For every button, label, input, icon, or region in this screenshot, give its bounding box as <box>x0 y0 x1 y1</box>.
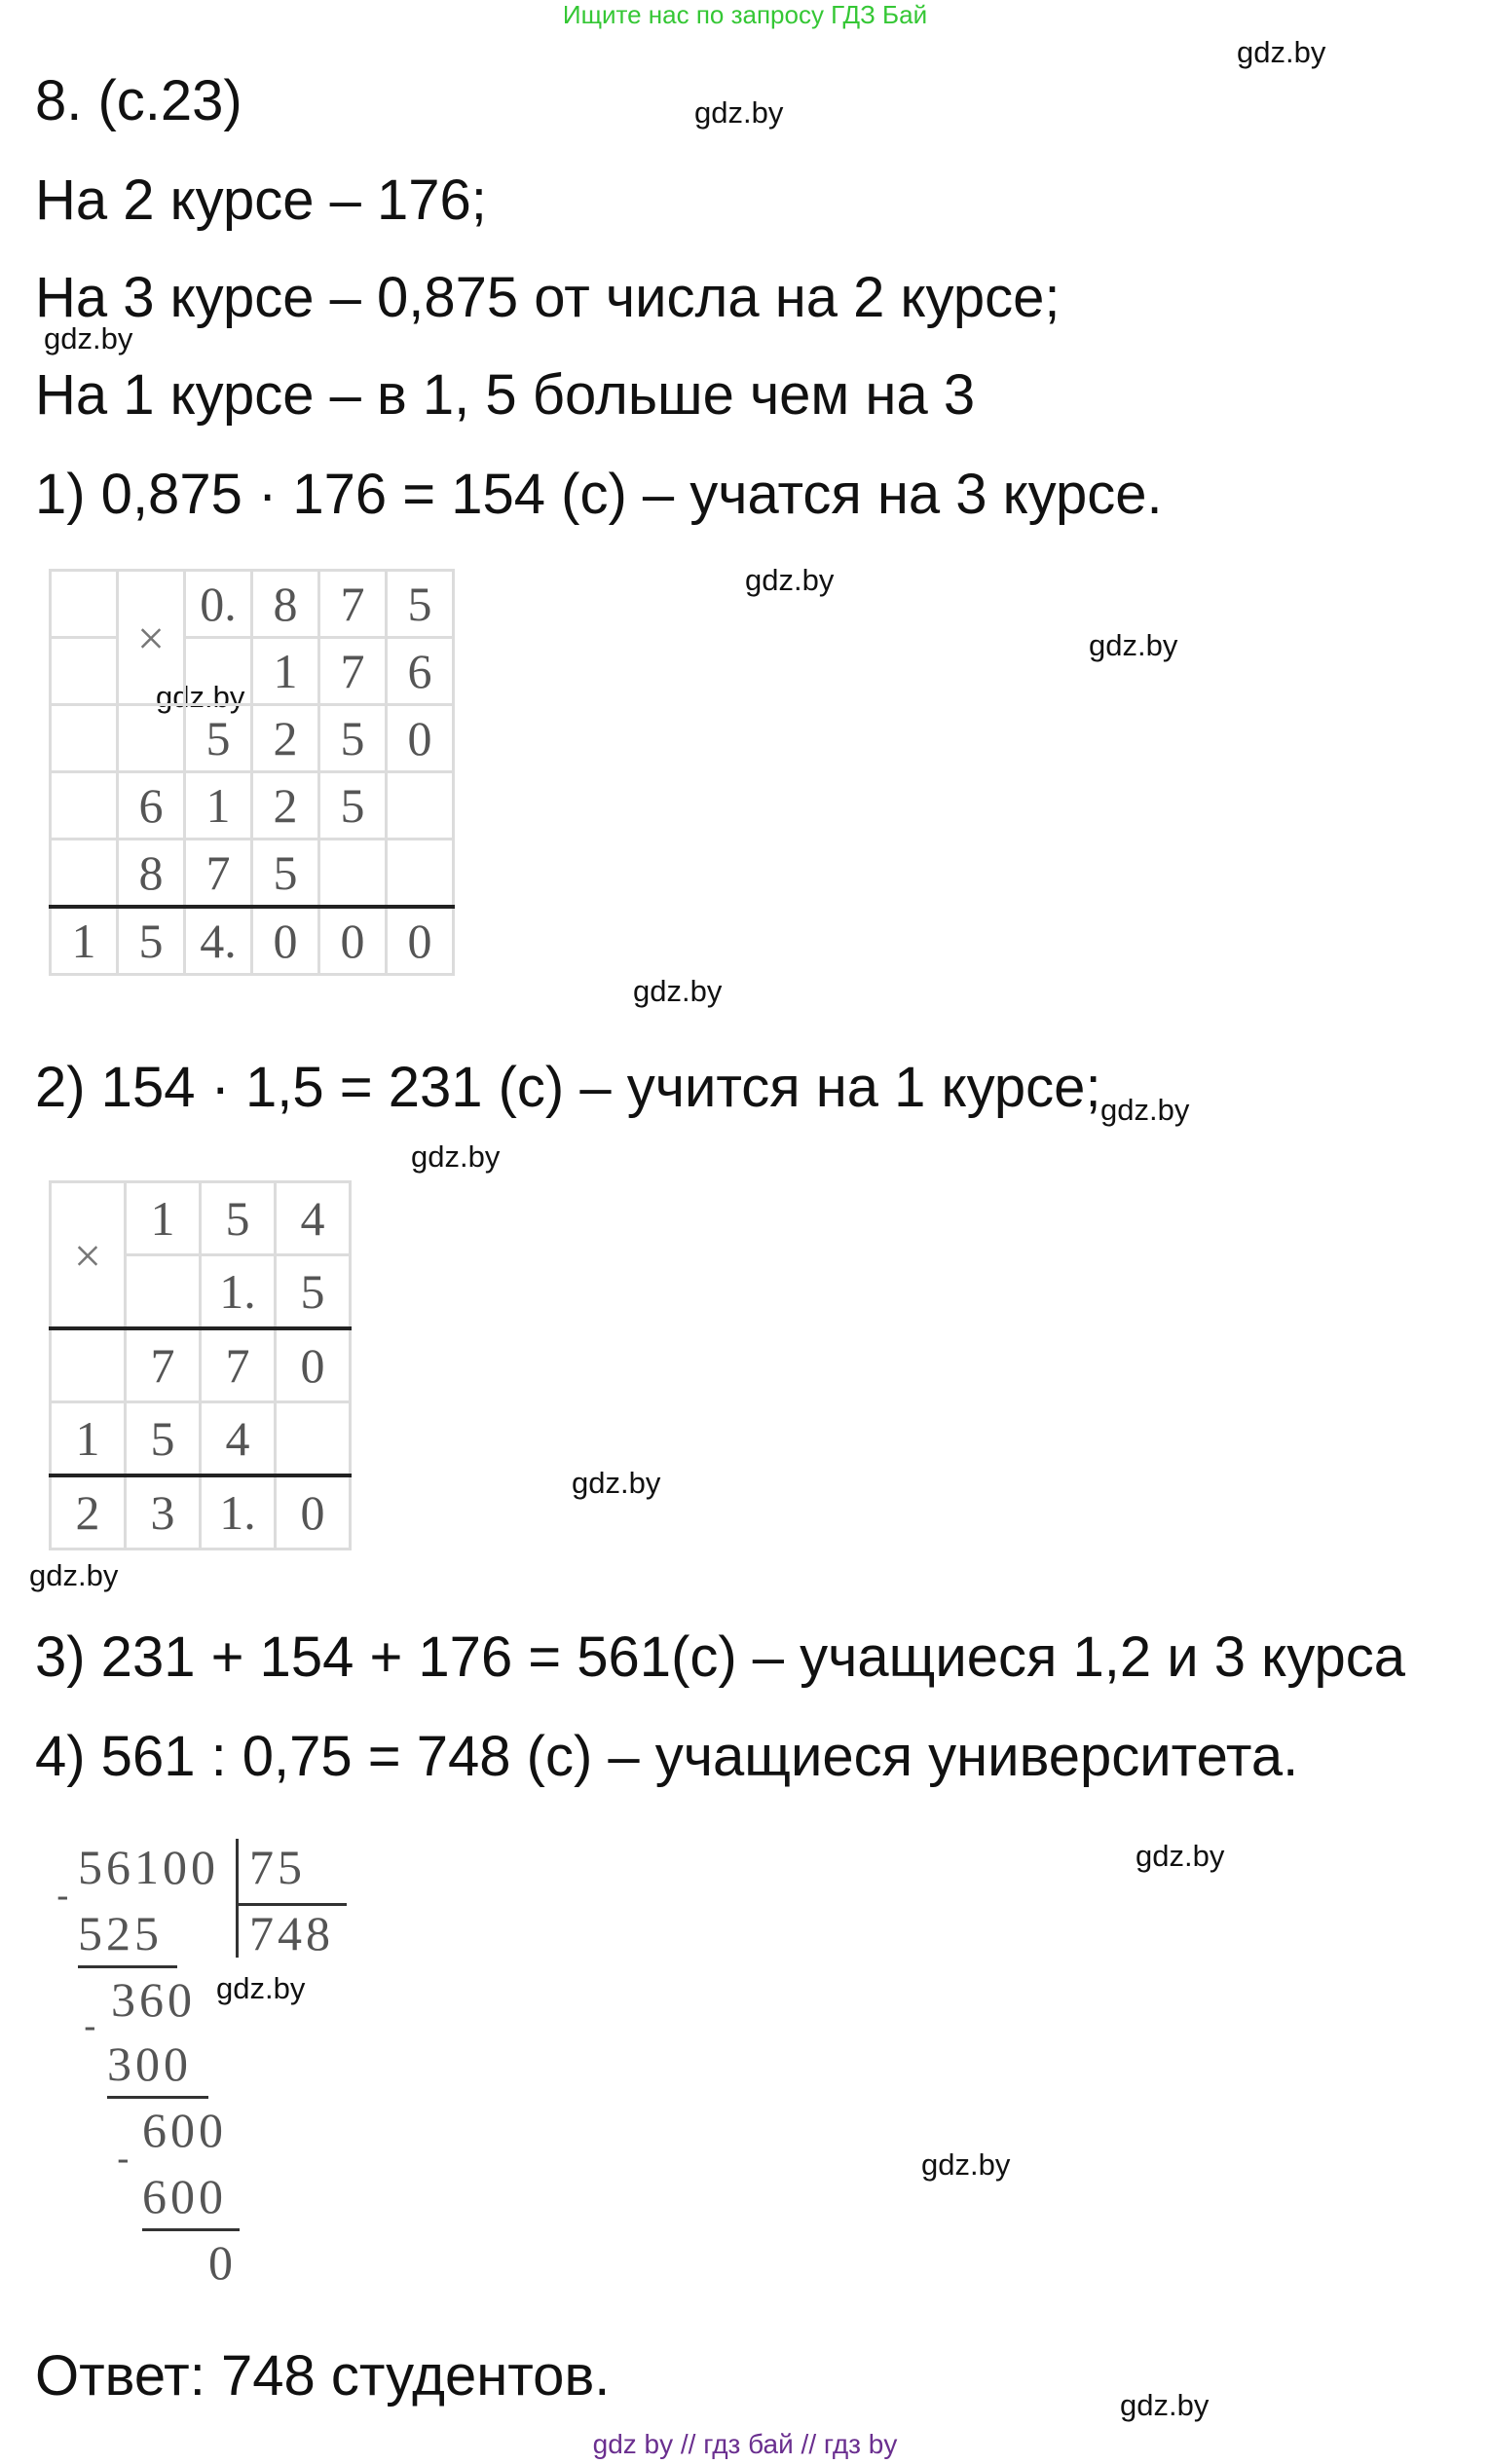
grid-cell: 1 <box>185 772 252 840</box>
task-number: 8. (с.23) <box>35 69 242 132</box>
grid-cell <box>276 1402 351 1476</box>
grid-cell: 5 <box>126 1402 201 1476</box>
grid-cell: 7 <box>319 571 387 638</box>
grid-cell: 4 <box>201 1402 276 1476</box>
watermark: gdz.by <box>1120 2388 1210 2422</box>
step-3: 3) 231 + 154 + 176 = 561(с) – учащиеся 1,2 и 3 курса <box>35 1625 1406 1689</box>
grid-cell: 0 <box>387 705 454 772</box>
grid-cell: 6 <box>118 772 185 840</box>
watermark: gdz.by <box>1100 1093 1190 1127</box>
watermark: gdz.by <box>1089 628 1178 662</box>
division-step: 525 <box>78 1906 163 1960</box>
step-2: 2) 154 · 1,5 = 231 (с) – учится на 1 курсе; <box>35 1056 1101 1119</box>
multiplication-table-1 <box>49 569 455 976</box>
watermark: gdz.by <box>29 1558 119 1592</box>
division-remainder: 0 <box>208 2235 237 2290</box>
watermark: gdz.by <box>411 1139 501 1174</box>
grid-cell <box>319 840 387 908</box>
division-step: 600 <box>142 2103 227 2157</box>
division-step: 360 <box>111 1972 196 2027</box>
division-step: 600 <box>142 2169 227 2223</box>
answer: Ответ: 748 студентов. <box>35 2344 611 2408</box>
grid-cell: 6 <box>387 638 454 705</box>
division-underline <box>107 2096 208 2099</box>
times-sign: × <box>51 1182 126 1329</box>
grid-cell: 5 <box>319 705 387 772</box>
step-4: 4) 561 : 0,75 = 748 (с) – учащиеся университета. <box>35 1725 1299 1788</box>
grid-cell <box>51 1328 126 1402</box>
grid-cell: 0 <box>387 907 454 975</box>
given-line-1: На 2 курсе – 176; <box>35 168 487 232</box>
grid-cell: 2 <box>252 705 319 772</box>
grid-cell <box>51 705 118 772</box>
watermark: gdz.by <box>745 563 835 597</box>
quotient: 748 <box>249 1906 334 1960</box>
grid-cell: 1. <box>201 1475 276 1549</box>
minus-sign: - <box>84 2006 96 2047</box>
watermark: gdz.by <box>1237 35 1326 69</box>
grid-cell <box>387 840 454 908</box>
grid-cell: 7 <box>185 840 252 908</box>
grid-cell: 8 <box>252 571 319 638</box>
grid-cell <box>126 1255 201 1329</box>
watermark: gdz.by <box>44 321 133 355</box>
grid-cell: 0 <box>319 907 387 975</box>
grid-cell: 0. <box>185 571 252 638</box>
grid-cell <box>51 772 118 840</box>
grid-cell: 5 <box>118 907 185 975</box>
grid-cell: 5 <box>319 772 387 840</box>
grid-cell: 4 <box>276 1182 351 1255</box>
grid-cell <box>387 772 454 840</box>
grid-cell: 5 <box>252 840 319 908</box>
grid-cell: 7 <box>201 1328 276 1402</box>
watermark: gdz.by <box>572 1466 661 1500</box>
grid-cell: 1. <box>201 1255 276 1329</box>
watermark: gdz.by <box>921 2147 1011 2182</box>
times-sign: × <box>118 571 185 705</box>
division-step: 300 <box>107 2036 192 2091</box>
grid-cell: 2 <box>51 1475 126 1549</box>
grid-cell: 4. <box>185 907 252 975</box>
division-underline <box>142 2228 240 2231</box>
divisor: 75 <box>249 1840 306 1894</box>
watermark: gdz.by <box>633 974 723 1008</box>
grid-cell: 0 <box>252 907 319 975</box>
grid-cell <box>185 638 252 705</box>
grid-cell <box>118 705 185 772</box>
step-1: 1) 0,875 · 176 = 154 (с) – учатся на 3 курсе. <box>35 463 1163 526</box>
grid-cell: 1 <box>126 1182 201 1255</box>
grid-cell: 8 <box>118 840 185 908</box>
minus-sign: - <box>117 2139 130 2180</box>
multiplication-table-2 <box>49 1180 352 1550</box>
grid-cell: 2 <box>252 772 319 840</box>
grid-cell: 1 <box>51 1402 126 1476</box>
grid-cell: 5 <box>185 705 252 772</box>
grid-cell: 1 <box>51 907 118 975</box>
grid-cell: 5 <box>201 1182 276 1255</box>
grid-cell: 3 <box>126 1475 201 1549</box>
watermark: gdz.by <box>1136 1839 1225 1873</box>
division-underline <box>78 1965 177 1968</box>
minus-sign: - <box>56 1876 69 1917</box>
grid-cell: 0 <box>276 1475 351 1549</box>
watermark: gdz.by <box>216 1971 306 2005</box>
given-line-3: На 1 курсе – в 1, 5 больше чем на 3 <box>35 363 976 427</box>
grid-cell <box>51 638 118 705</box>
grid-cell: 7 <box>126 1328 201 1402</box>
watermark: gdz.by <box>694 95 784 130</box>
grid-cell: 7 <box>319 638 387 705</box>
grid-cell <box>51 840 118 908</box>
watermark: gdz.by <box>156 680 245 714</box>
grid-cell: 5 <box>276 1255 351 1329</box>
grid-cell: 0 <box>276 1328 351 1402</box>
dividend: 56100 <box>78 1840 219 1894</box>
division-bracket-vertical <box>236 1839 239 1958</box>
top-banner: Ищите нас по запросу ГДЗ Бай <box>562 0 928 29</box>
grid-cell <box>51 571 118 638</box>
grid-cell: 5 <box>387 571 454 638</box>
footer-links: gdz by // гдз бай // гдз by <box>592 2429 898 2459</box>
given-line-2: На 3 курсе – 0,875 от числа на 2 курсе; <box>35 266 1061 329</box>
grid-cell: 1 <box>252 638 319 705</box>
